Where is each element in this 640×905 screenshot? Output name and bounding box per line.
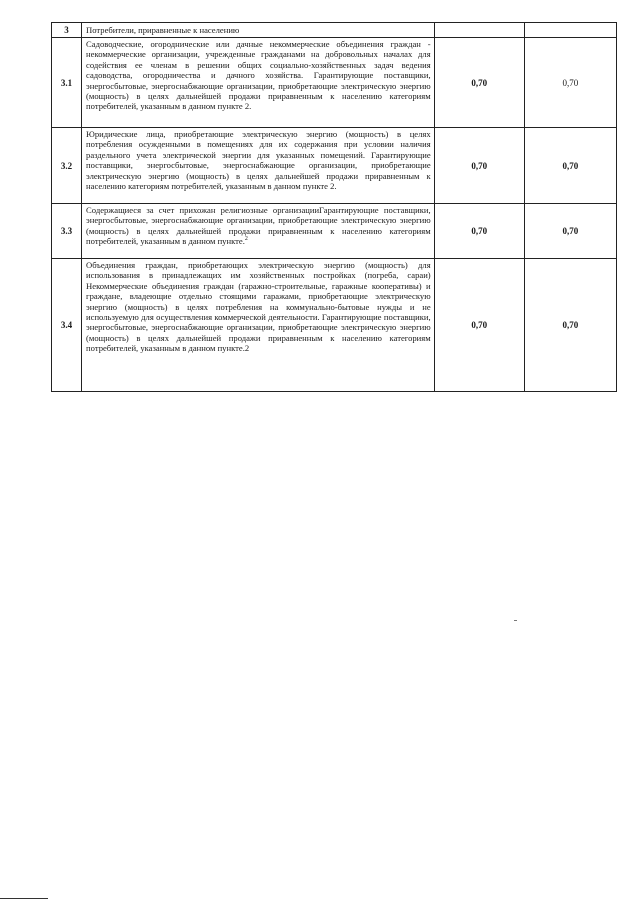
row-description: Юридические лица, приобретающие электрическую энергию (мощность) в целях потребления осужденными в помещениях для их содержания при условии наличия раздельного учета электрической энергии для указанных помещений. Гарантирующие поставщики, энергосбытовые, энергоснабжающие организации, приобретающие электрическую энергию (мощность) в целях дальнейшей продажи приравненным к населению категориям потребителей, указанным в данном пункте 2.: [82, 128, 435, 204]
section-title: Потребители, приравненные к населению: [82, 23, 435, 38]
section-empty-cell: [434, 23, 524, 38]
row-value-1: 0,70: [434, 128, 524, 204]
tariff-table: [51, 22, 617, 392]
table-row: [52, 259, 617, 392]
row-value-1: 0,70: [434, 38, 524, 128]
row-description: Объединения граждан, приобретающих электрическую энергию (мощность) для использования в принадлежащих им хозяйственных постройках (погреба, сараи) Некоммерческие объединения граждан (гаражно-строительные, гаражные кооперативы) и граждане, владеющие отдельно стоящими гаражами, приобретающие электрическую энергию (мощность) в целях потребления на коммунально-бытовые нужды и не используемую для осуществления коммерческой деятельности. Гарантирующие поставщики, энергосбытовые, энергоснабжающие организации, приобретающие электрическую энергию (мощность) в целях дальнейшей продажи приравненным к населению категориям потребителей, указанным в данном пункте.2: [82, 259, 435, 392]
row-value-1: 0,70: [434, 204, 524, 259]
section-header-row: [52, 23, 617, 38]
row-description: Содержащиеся за счет прихожан религиозные организацииГарантирующие поставщики, энергосбытовые, энергоснабжающие организации, приобретающие электрическую энергию (мощность) в целях дальнейшей продажи приравненным к населению категориям потребителей, указанным в данном пункте.$^2$: [82, 204, 435, 259]
row-description: Садоводческие, огороднические или дачные некоммерческие объединения граждан - некоммерческие организации, учрежденные гражданами на добровольных началах для содействия ее членам в решении общих социально-хозяйственных задач ведения садоводства, огородничества и дачного хозяйства. Гарантирующие поставщики, энергосбытовые, энергоснабжающие организации, приобретающие электрическую энергию (мощность) в целях дальнейшей продажи приравненным к населению категориям потребителей, указанным в данном пункте 2.: [82, 38, 435, 128]
row-number: 3.3: [52, 204, 82, 259]
footnote-mark: 2: [244, 236, 248, 243]
table-row: [52, 38, 617, 128]
scan-speck: [514, 620, 517, 621]
row-value-2: 0,70: [524, 259, 616, 392]
row-value-2: 0,70: [524, 128, 616, 204]
table-row: [52, 204, 617, 259]
section-empty-cell: [524, 23, 616, 38]
row-value-1: 0,70: [434, 259, 524, 392]
section-number: 3: [52, 23, 82, 38]
row-number: 3.4: [52, 259, 82, 392]
table-row: [52, 128, 617, 204]
row-value-2: 0,70: [524, 38, 616, 128]
row-value-2: 0,70: [524, 204, 616, 259]
footnote-rule: [0, 898, 48, 899]
row-number: 3.1: [52, 38, 82, 128]
row-number: 3.2: [52, 128, 82, 204]
